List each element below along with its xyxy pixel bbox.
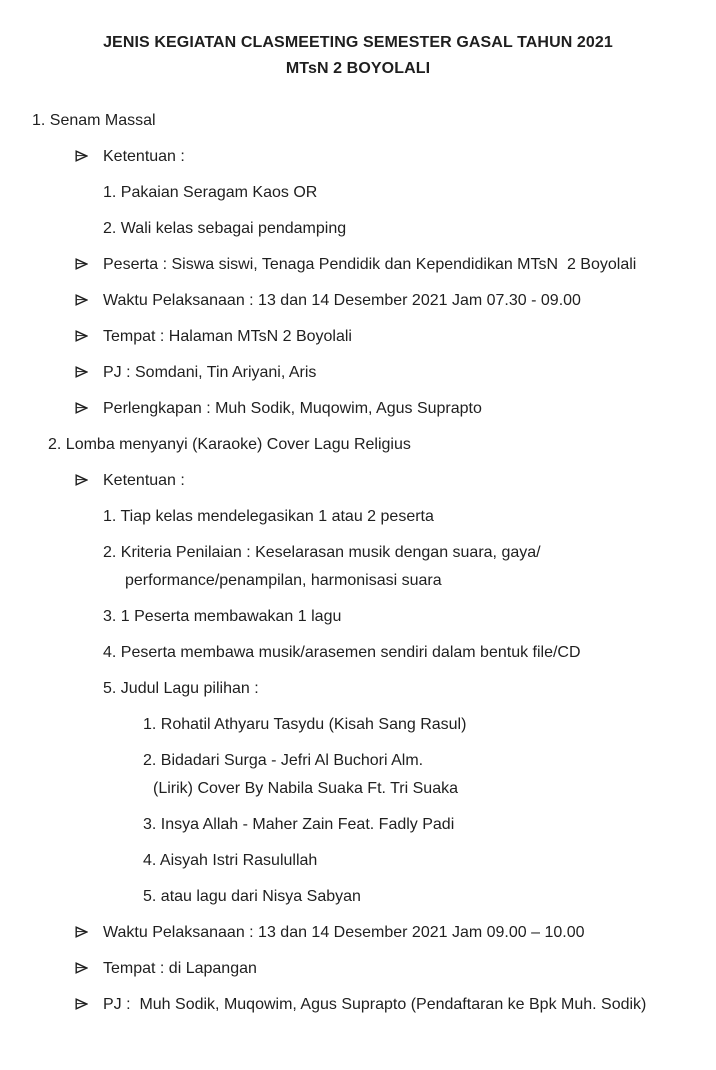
arrow-bullet-icon — [75, 955, 103, 983]
bullet-item — [0, 919, 716, 947]
arrow-bullet-icon — [75, 395, 103, 423]
numbered-item-continuation: performance/penampilan, harmonisasi suara — [125, 572, 442, 589]
section-2-heading: 2. Lomba menyanyi (Karaoke) Cover Lagu Religius — [48, 436, 411, 453]
bullet-item-text: Tempat : di Lapangan — [103, 960, 257, 977]
song-list-item: 2. Bidadari Surga - Jefri Al Buchori Alm. — [143, 752, 424, 769]
numbered-item: 2. Kriteria Penilaian : Keselarasan musik dengan suara, gaya/ — [103, 544, 541, 561]
arrow-bullet-icon — [75, 991, 103, 1019]
bullet-item — [0, 251, 716, 279]
arrow-bullet-icon — [75, 467, 103, 495]
title-line-1: JENIS KEGIATAN CLASMEETING SEMESTER GASAL TAHUN 2021 — [103, 34, 613, 51]
bullet-item-text: Ketentuan : — [103, 148, 185, 165]
numbered-item: 3. 1 Peserta membawakan 1 lagu — [103, 608, 342, 625]
title-line-2: MTsN 2 BOYOLALI — [285, 60, 431, 77]
numbered-item: 4. Peserta membawa musik/arasemen sendiri dalam bentuk file/CD — [103, 644, 581, 661]
document-title — [0, 30, 716, 82]
song-list-item: 3. Insya Allah - Maher Zain Feat. Fadly Padi — [143, 816, 455, 833]
bullet-item — [0, 395, 716, 423]
arrow-bullet-icon — [75, 287, 103, 315]
bullet-item — [0, 323, 716, 351]
bullet-item-text: Tempat : Halaman MTsN 2 Boyolali — [103, 328, 352, 345]
numbered-item: 2. Wali kelas sebagai pendamping — [103, 220, 347, 237]
arrow-bullet-icon — [75, 143, 103, 171]
arrow-bullet-icon — [75, 323, 103, 351]
arrow-bullet-icon — [75, 251, 103, 279]
arrow-bullet-icon — [75, 359, 103, 387]
song-list-item-continuation: (Lirik) Cover By Nabila Suaka Ft. Tri Suaka — [153, 780, 458, 797]
numbered-item: 5. Judul Lagu pilihan : — [103, 680, 259, 697]
bullet-item-text: Waktu Pelaksanaan : 13 dan 14 Desember 2021 Jam 07.30 - 09.00 — [103, 292, 581, 309]
bullet-item-text: Perlengkapan : Muh Sodik, Muqowim, Agus Suprapto — [103, 400, 482, 417]
bullet-item-text: Ketentuan : — [103, 472, 185, 489]
numbered-item: 1. Tiap kelas mendelegasikan 1 atau 2 peserta — [103, 508, 434, 525]
bullet-item — [0, 143, 716, 171]
bullet-item — [0, 955, 716, 983]
numbered-item: 1. Pakaian Seragam Kaos OR — [103, 184, 318, 201]
bullet-item — [0, 359, 716, 387]
bullet-item-text: Waktu Pelaksanaan : 13 dan 14 Desember 2021 Jam 09.00 – 10.00 — [103, 924, 585, 941]
song-list-item: 1. Rohatil Athyaru Tasydu (Kisah Sang Rasul) — [143, 716, 467, 733]
bullet-item-text: Peserta : Siswa siswi, Tenaga Pendidik dan Kependidikan MTsN 2 Boyolali — [103, 256, 637, 273]
bullet-item-text: PJ : Somdani, Tin Ariyani, Aris — [103, 364, 317, 381]
arrow-bullet-icon — [75, 919, 103, 947]
bullet-item — [0, 467, 716, 495]
song-list-item: 4. Aisyah Istri Rasulullah — [143, 852, 318, 869]
section-1-heading: 1. Senam Massal — [32, 112, 156, 129]
bullet-item — [0, 287, 716, 315]
song-list-item: 5. atau lagu dari Nisya Sabyan — [143, 888, 361, 905]
bullet-item — [0, 991, 716, 1019]
bullet-item-text: PJ : Muh Sodik, Muqowim, Agus Suprapto (Pendaftaran ke Bpk Muh. Sodik) — [103, 996, 647, 1013]
